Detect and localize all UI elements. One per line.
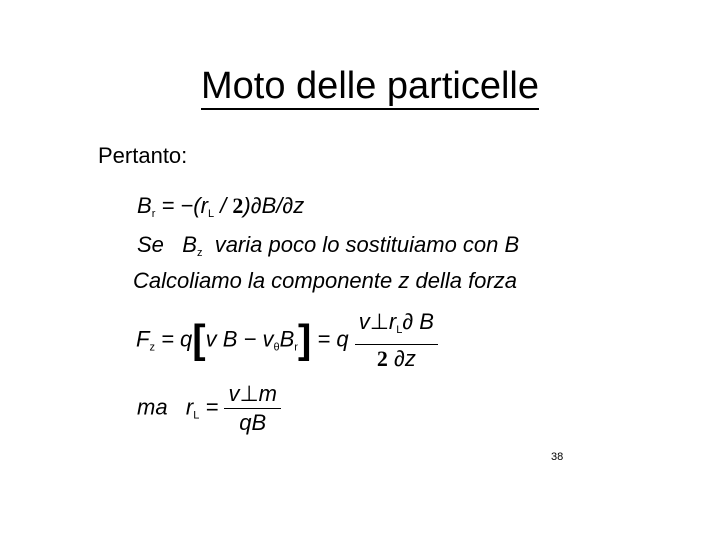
eq2-z-sub: z [149, 341, 155, 354]
eq1-eq: = −(r [155, 193, 208, 218]
eq3-fraction [224, 380, 281, 437]
line2-z-sub: z [196, 247, 203, 259]
equation-br [137, 193, 304, 220]
eq1-slash: / [214, 193, 233, 218]
eq3-r: r [185, 394, 194, 420]
eq2-theta-sub: θ [273, 341, 280, 354]
eq2-num-L: L [396, 324, 403, 336]
line2-text: varia poco lo sostituiamo con B [214, 232, 520, 257]
eq1-two: 2 [232, 193, 244, 218]
eq2-fraction [355, 308, 438, 373]
slide-title-text: Moto delle particelle [201, 65, 539, 110]
eq2-num-v: v⊥r [358, 309, 397, 334]
line2-B: B [182, 232, 197, 257]
eq3-eq: = [199, 394, 225, 420]
eq3-numerator: v⊥m [228, 381, 277, 406]
eq1-B: B [137, 193, 152, 218]
eq2-inner1: v B − v [205, 326, 274, 352]
eq3-ma: ma [137, 394, 168, 420]
eq2-eq-q: = q [154, 326, 193, 352]
eq2-r-sub: r [294, 341, 298, 354]
eq2-den-rest: ∂z [387, 346, 416, 371]
eq2-num-rest: ∂ B [402, 309, 434, 334]
line-calcoliamo: Calcoliamo la componente z della forza [133, 268, 517, 293]
eq2-eq-q2: = q [311, 326, 349, 352]
eq1-r-sub: r [151, 208, 156, 220]
eq3-denominator: qB [224, 408, 281, 437]
eq2-left-bracket: [ [192, 317, 206, 362]
eq2-numerator [355, 308, 438, 344]
intro-text: Pertanto: [98, 143, 188, 168]
equation-fz [136, 308, 438, 373]
slide-title [0, 62, 720, 110]
line2-se: Se [137, 232, 164, 257]
eq2-denominator [355, 344, 438, 373]
eq2-inner2: B [279, 326, 295, 352]
eq2-den-two: 2 [376, 346, 388, 371]
page-number: 38 [551, 451, 564, 463]
line-se-bz [137, 232, 519, 259]
eq2-F: F [136, 326, 150, 352]
equation-rl [137, 380, 281, 437]
eq1-L-sub: L [207, 208, 215, 220]
eq2-right-bracket: ] [297, 317, 312, 362]
eq1-rest: )∂B/∂z [243, 193, 305, 218]
eq3-L-sub: L [193, 409, 200, 422]
